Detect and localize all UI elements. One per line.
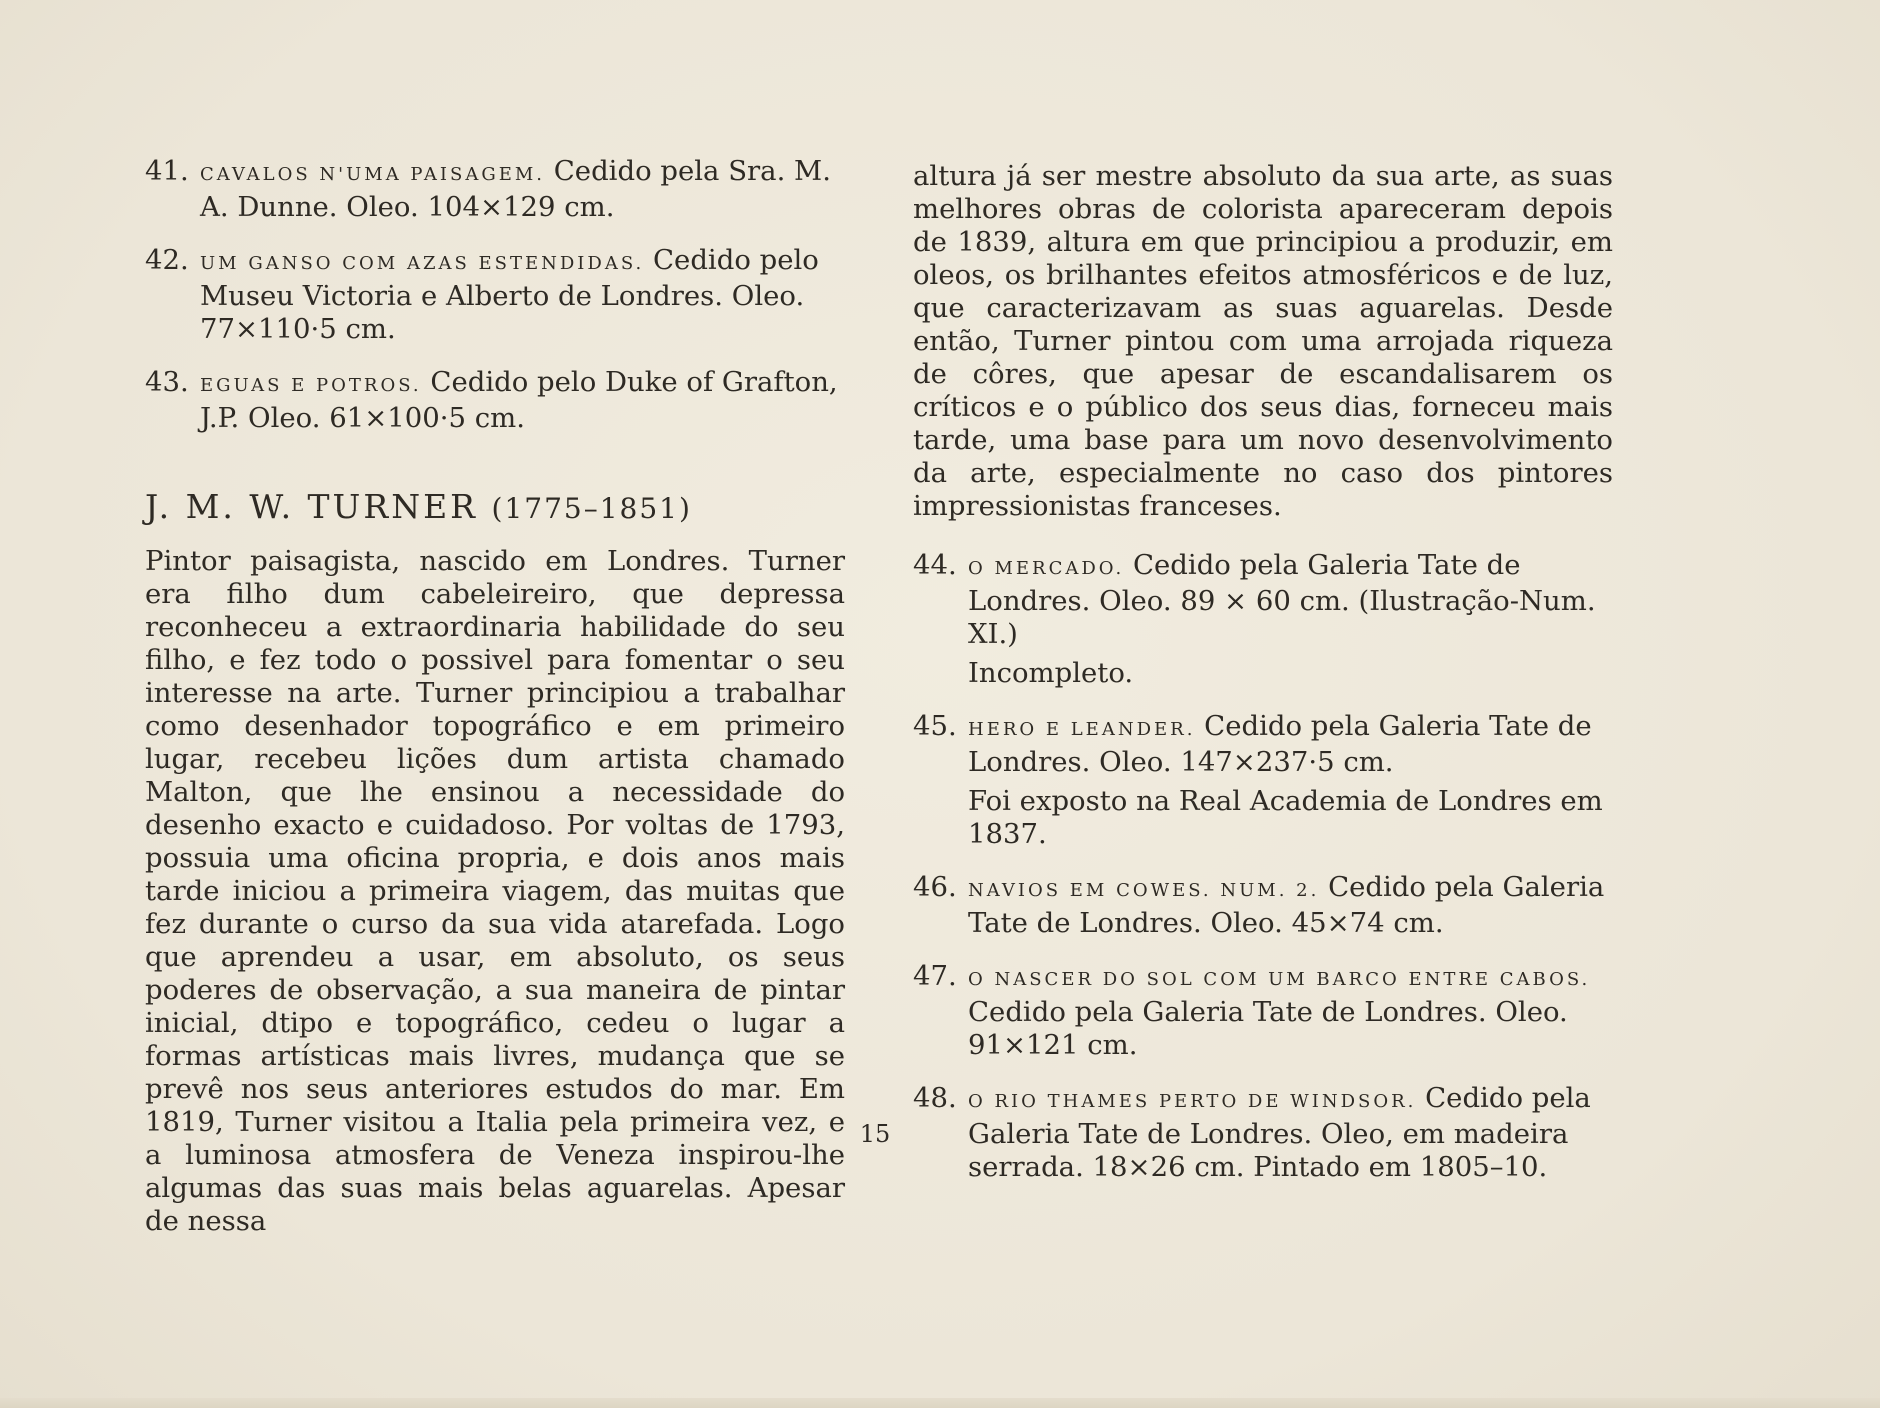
entry-title: HERO E LEANDER. [968,719,1196,740]
entry-title: UM GANSO COM AZAS ESTENDIDAS. [200,253,645,274]
artist-biography: Pintor paisagista, nascido em Londres. Turner era filho dum cabeleireiro, que depressa reconheceu a extraordinaria habilidade do seu filho, e fez todo o possivel para fomentar o seu interesse na arte. Turner principiou a trabalhar como desenhador topográfico e em primeiro lugar, recebeu lições dum artista chamado Malton, que lhe ensinou a necessidade do desenho exacto e cuidadoso. Por voltas de 1793, possuia uma oficina propria, e dois anos mais tarde iniciou a primeira viagem, das muitas que fez durante o curso da sua vida atarefada. Logo que aprendeu a usar, em absoluto, os seus poderes de observação, a sua maneira de pintar inicial, dtipo e topográfico, cedeu o lugar a formas artísticas mais livres, mudança que se prevê nos seus anteriores estudos do mar. Em 1819, Turner visitou a Italia pela primeira vez, e a luminosa atmosfera de Veneza inspirou-lhe algumas das suas mais belas aguarelas. Apesar de nessa [145,545,845,1237]
page-edge [0,1398,1880,1408]
entry-number: 48. [913,1082,957,1114]
entry-text: Cedido pelo Duke of Grafton, J.P. Oleo. 61×100·5 cm. [200,366,838,434]
entry-number: 44. [913,549,957,581]
entry-text: Cedido pela Galeria Tate de Londres. Oleo, em madeira serrada. 18×26 cm. Pintado em 1805–10. [968,1082,1591,1183]
right-column [913,160,1613,1204]
catalog-entry-43 [145,366,845,435]
catalog-entry-41 [145,155,845,224]
catalog-entry-42 [145,244,845,346]
entry-text: Cedido pela Galeria Tate de Londres. Oleo. 91×121 cm. [968,996,1568,1061]
entry-note: Foi exposto na Real Academia de Londres em 1837. [968,785,1603,850]
entry-text: Cedido pela Galeria Tate de Londres. Oleo. 147×237·5 cm. [968,710,1592,778]
entry-number: 45. [913,710,957,742]
artist-dates: (1775–1851) [491,492,692,525]
entry-number: 46. [913,871,957,903]
left-column [145,155,845,1238]
entry-title: CAVALOS N'UMA PAISAGEM. [200,164,546,185]
entry-note: Incompleto. [968,657,1134,689]
entry-title: EGUAS E POTROS. [200,375,422,396]
entry-text: Cedido pela Sra. M. A. Dunne. Oleo. 104×129 cm. [200,155,831,223]
entry-text: Cedido pela Galeria Tate de Londres. Oleo. 45×74 cm. [968,871,1605,939]
entry-number: 41. [145,155,189,187]
entry-number: 43. [145,366,189,398]
artist-biography-continued: altura já ser mestre absoluto da sua arte, as suas melhores obras de colorista apareceram depois de 1839, altura em que principiou a produzir, em oleos, os brilhantes efeitos atmosféricos e de luz, que caracterizavam as suas aguarelas. Desde então, Turner pintou com uma arrojada riqueza de côres, que apesar de escandalisarem os críticos e o público dos seus dias, forneceu mais tarde, uma base para um novo desenvolvimento da arte, especialmente no caso dos pintores impressionistas franceses. [913,160,1613,522]
artist-name: J. M. W. TURNER [145,487,479,526]
catalog-entry-44 [913,549,1613,690]
entry-title: O NASCER DO SOL COM UM BARCO ENTRE CABOS. [968,969,1591,990]
artist-heading [145,487,845,529]
catalog-entry-45 [913,710,1613,851]
catalog-entry-46 [913,871,1613,940]
entry-number: 47. [913,960,957,992]
catalog-entry-47 [913,960,1613,1062]
entry-text: Cedido pela Galeria Tate de Londres. Oleo. 89 × 60 cm. (Ilustração-Num. XI.) [968,549,1596,650]
entry-title: NAVIOS EM COWES. NUM. 2. [968,880,1320,901]
page-number: 15 [859,1120,891,1148]
entry-title: O MERCADO. [968,558,1125,579]
entry-text: Cedido pelo Museu Victoria e Alberto de Londres. Oleo. 77×110·5 cm. [200,244,819,345]
entry-number: 42. [145,244,189,276]
entry-title: O RIO THAMES PERTO DE WINDSOR. [968,1091,1417,1112]
